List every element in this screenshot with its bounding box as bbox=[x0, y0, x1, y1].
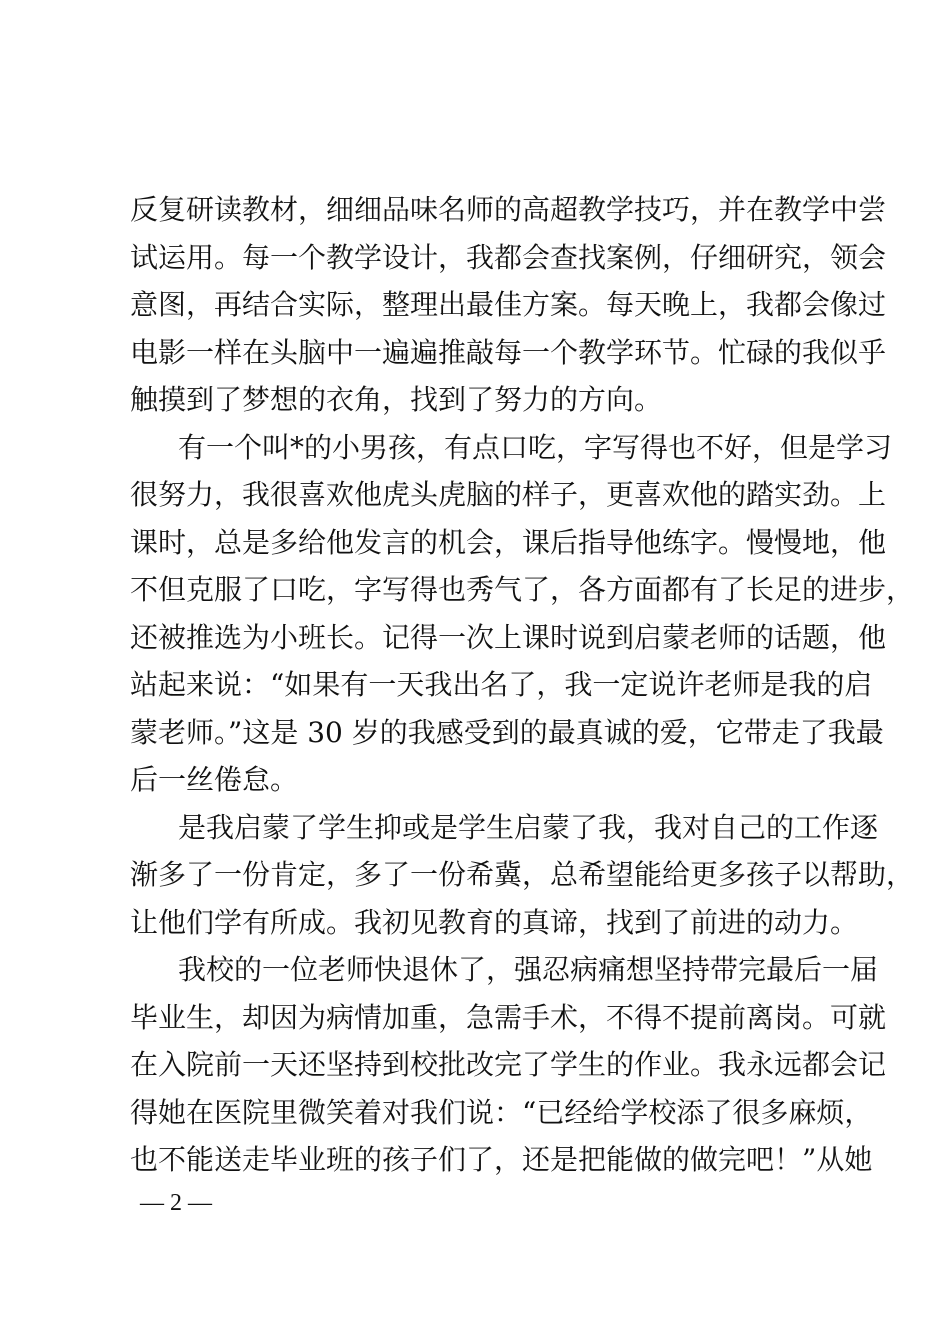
text-line: 也不能送走毕业班的孩子们了，还是把能做的做完吧！”从她 bbox=[130, 1143, 873, 1176]
paragraph bbox=[130, 186, 887, 424]
text-line: 蒙老师。”这是 30 岁的我感受到的最真诚的爱，它带走了我最 bbox=[130, 715, 884, 749]
text-line: 得她在医院里微笑着对我们说：“已经给学校添了很多麻烦， bbox=[130, 1095, 873, 1129]
text-line: 意图，再结合实际，整理出最佳方案。每天晚上，我都会像过 bbox=[130, 288, 887, 321]
text-line: 毕业生，却因为病情加重，急需手术，不得不提前离岗。可就 bbox=[130, 1000, 887, 1034]
text-line: 渐多了一份肯定，多了一份希冀，总希望能给更多孩子以帮助， bbox=[130, 858, 915, 891]
page-number: — 2 — bbox=[140, 1190, 212, 1216]
text-line: 后一丝倦怠。 bbox=[130, 763, 299, 796]
text-line: 很努力，我很喜欢他虎头虎脑的样子，更喜欢他的踏实劲。上 bbox=[130, 478, 887, 511]
text-line: 触摸到了梦想的衣角，找到了努力的方向。 bbox=[130, 383, 663, 416]
text-line: 试运用。每一个教学设计，我都会查找案例，仔细研究，领会 bbox=[130, 240, 887, 274]
text-line: 课时，总是多给他发言的机会，课后指导他练字。慢慢地，他 bbox=[130, 525, 887, 559]
text-line: 是我启蒙了学生抑或是学生启蒙了我，我对自己的工作逐 bbox=[178, 810, 879, 844]
paragraph bbox=[130, 424, 915, 804]
body-text bbox=[130, 186, 915, 1184]
text-line: 有一个叫*的小男孩，有点口吃，字写得也不好，但是学习 bbox=[178, 430, 893, 464]
text-line: 电影一样在头脑中一遍遍推敲每一个教学环节。忙碌的我似乎 bbox=[130, 335, 887, 369]
text-line: 在入院前一天还坚持到校批改完了学生的作业。我永远都会记 bbox=[130, 1048, 887, 1081]
text-line: 不但克服了口吃，字写得也秀气了，各方面都有了长足的进步， bbox=[130, 573, 915, 606]
text-line: 反复研读教材，细细品味名师的高超教学技巧，并在教学中尝 bbox=[130, 193, 887, 226]
text-line: 我校的一位老师快退休了，强忍病痛想坚持带完最后一届 bbox=[178, 953, 879, 986]
text-line: 还被推选为小班长。记得一次上课时说到启蒙老师的话题，他 bbox=[130, 620, 887, 654]
paragraph bbox=[130, 804, 915, 947]
text-line: 站起来说：“如果有一天我出名了，我一定说许老师是我的启 bbox=[130, 668, 873, 701]
paragraph bbox=[130, 946, 887, 1184]
text-line: 让他们学有所成。我初见教育的真谛，找到了前进的动力。 bbox=[130, 905, 859, 939]
